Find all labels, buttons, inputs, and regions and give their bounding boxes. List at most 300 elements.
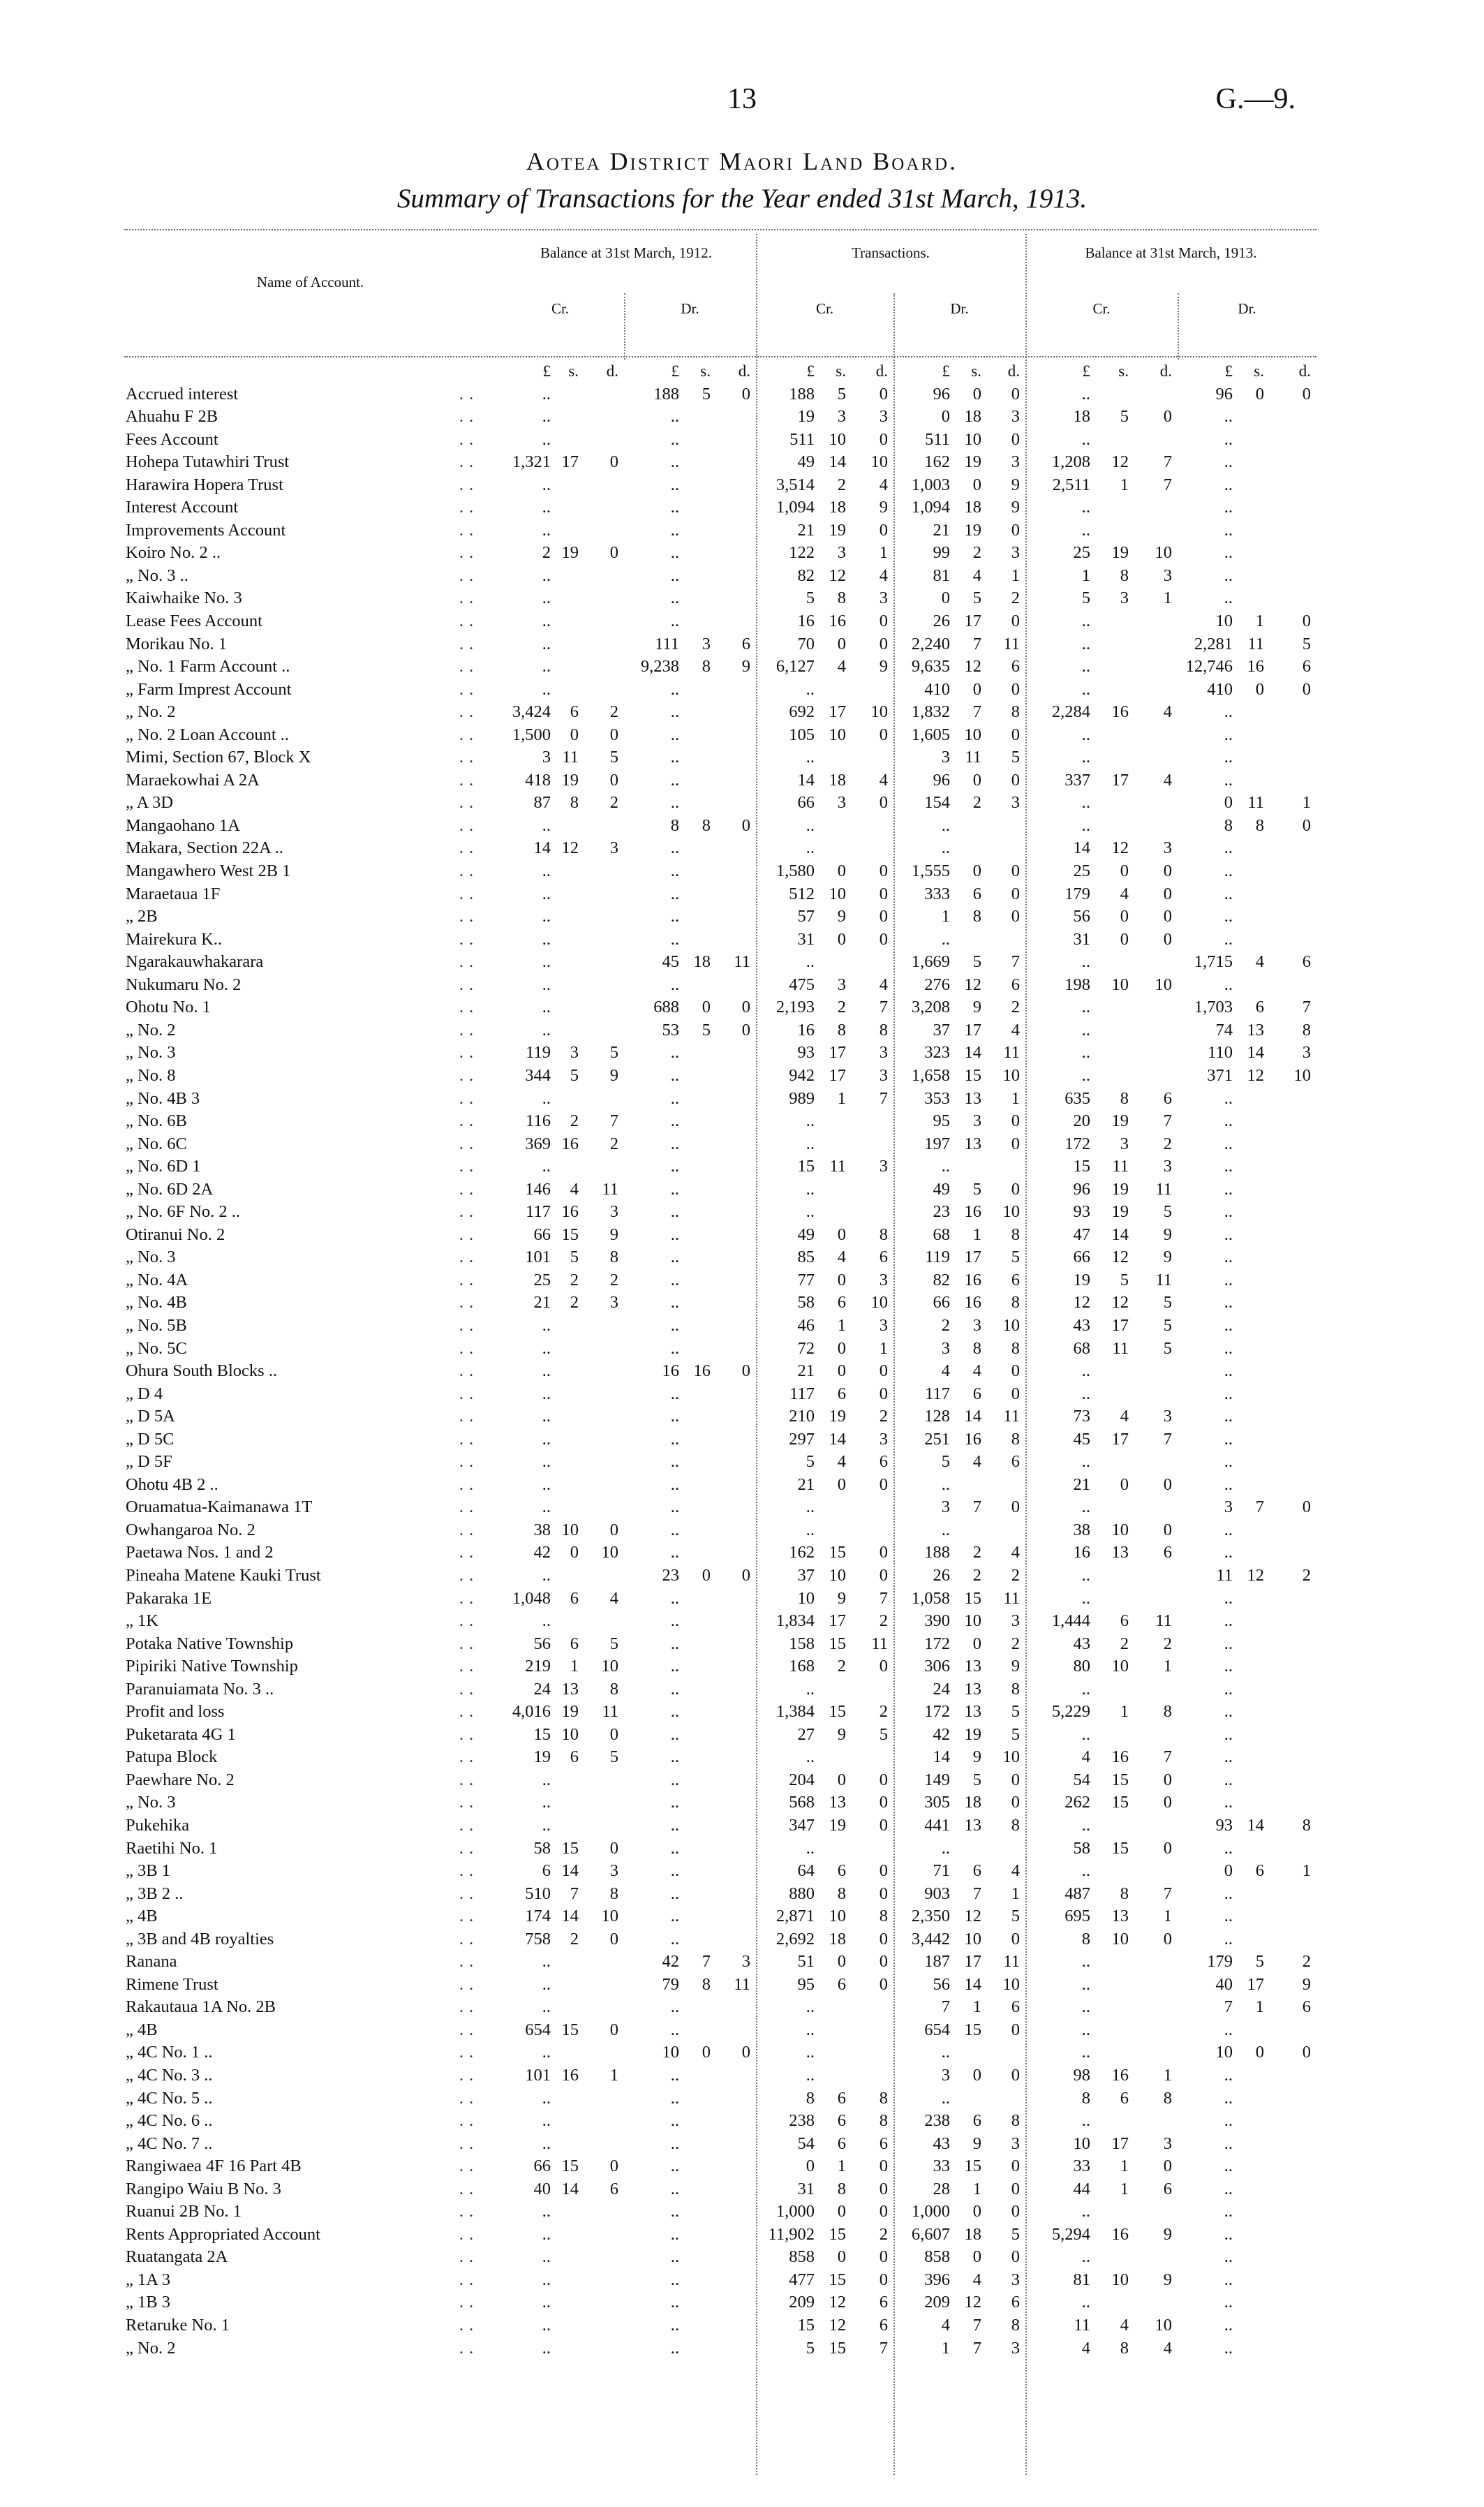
dr-transactions-shillings: 15: [964, 2157, 981, 2176]
cr-1912-shillings: 6: [570, 1747, 579, 1767]
dr-transactions-pounds: 49: [933, 1179, 950, 1199]
unit-pounds: £: [542, 362, 551, 380]
dr-1912-shillings: [681, 1088, 713, 1111]
dr-transactions-pence: 3: [1011, 2338, 1020, 2358]
dr-1912-pounds: ..: [670, 1338, 679, 1358]
unit-shillings: s.: [836, 362, 846, 380]
table-row: [124, 474, 1316, 497]
cr-1912-pounds: ..: [542, 589, 551, 608]
account-name: „ D 4: [126, 1384, 163, 1403]
table-row: [124, 1565, 1316, 1588]
dr-transactions-pence: 0: [1011, 884, 1020, 903]
account-name: „ 4B: [126, 1907, 158, 1926]
cr-transactions-pence: 4: [879, 975, 888, 994]
cr-transactions-pounds: 1,384: [776, 1702, 815, 1722]
dr-1912-shillings: [681, 1746, 713, 1769]
cr-1912-pounds: 369: [525, 1134, 551, 1153]
cr-1913-pence: 2: [1163, 1634, 1172, 1653]
cr-1912-pence: [581, 474, 624, 497]
dr-1912-pounds: 53: [662, 1020, 679, 1040]
dr-transactions-shillings: 12: [964, 2293, 981, 2312]
cr-transactions-shillings: 5: [837, 384, 846, 404]
dr-transactions-pounds: ..: [941, 1838, 950, 1858]
dr-1912-pounds: 23: [662, 1565, 679, 1585]
dr-1913-shillings: [1235, 2110, 1266, 2133]
table-row: [124, 1451, 1316, 1474]
dr-transactions-pence: 10: [1002, 1974, 1020, 1994]
dr-1912-pence: [713, 1338, 756, 1361]
dr-1913-shillings: [1235, 1746, 1266, 1769]
cr-transactions-shillings: 0: [837, 1770, 846, 1789]
dr-transactions-pounds: 903: [924, 1884, 950, 1903]
dr-1912-pence: [713, 1519, 756, 1542]
table-row: [124, 1428, 1316, 1451]
dr-1913-pence: [1266, 1224, 1316, 1247]
table-row: [124, 1814, 1316, 1837]
dr-1912-pence: 0: [741, 1020, 750, 1040]
dr-1913-pence: [1266, 1178, 1316, 1201]
dr-1912-pence: [713, 474, 756, 497]
dr-1912-pounds: ..: [670, 1088, 679, 1108]
dr-1912-pounds: ..: [670, 589, 679, 608]
dr-1912-pounds: 188: [653, 384, 679, 404]
dr-transactions-shillings: 6: [972, 884, 981, 903]
ledger-table: [124, 360, 1316, 2360]
dr-1913-pounds: 110: [1208, 1043, 1233, 1063]
cr-1912-shillings: 15: [561, 2020, 579, 2039]
dr-1912-pence: [713, 1065, 756, 1088]
cr-transactions-pounds: 5: [806, 589, 815, 608]
cr-1913-shillings: 12: [1111, 1293, 1129, 1312]
cr-1913-shillings: 0: [1120, 929, 1129, 949]
cr-1912-shillings: [553, 1315, 581, 1338]
cr-1913-shillings: 3: [1120, 1134, 1129, 1153]
dr-transactions-shillings: 0: [972, 2247, 981, 2267]
dr-1913-pounds: ..: [1224, 748, 1233, 767]
table-row: [124, 860, 1316, 883]
dr-transactions-shillings: 2: [972, 1543, 981, 1562]
cr-1912-pounds: 38: [533, 1520, 551, 1539]
cr-1912-shillings: [553, 1610, 581, 1633]
leader-dots: ..: [459, 565, 480, 585]
dr-1912-pence: [713, 1292, 756, 1315]
cr-1913-shillings: 13: [1111, 1543, 1129, 1562]
cr-1913-shillings: [1092, 1565, 1131, 1588]
dr-1913-shillings: [1235, 1791, 1266, 1814]
dr-transactions-pounds: 71: [933, 1861, 950, 1881]
cr-1913-pence: 5: [1163, 1293, 1172, 1312]
cr-transactions-shillings: 10: [829, 1565, 846, 1585]
cr-1913-pounds: 172: [1064, 1134, 1090, 1153]
cr-1912-shillings: 10: [561, 1520, 579, 1539]
table-row: [124, 1519, 1316, 1542]
dr-1912-pounds: ..: [670, 2224, 679, 2244]
cr-transactions-shillings: 15: [829, 1543, 846, 1562]
leader-dots: ..: [459, 407, 480, 427]
cr-1912-shillings: [553, 1996, 581, 2019]
leader-dots: ..: [459, 1043, 480, 1063]
dr-transactions-pounds: 95: [933, 1111, 950, 1131]
cr-transactions-pence: [848, 1746, 893, 1769]
cr-1912-shillings: 19: [561, 543, 579, 563]
dr-1913-shillings: [1235, 1451, 1266, 1474]
cr-1912-pence: 3: [609, 1861, 618, 1881]
dr-1913-pence: [1266, 1678, 1316, 1701]
cr-1913-shillings: 10: [1111, 1520, 1129, 1539]
cr-transactions-shillings: 10: [829, 725, 846, 744]
dr-1912-pence: 0: [741, 1361, 750, 1381]
cr-transactions-pence: [848, 1178, 893, 1201]
cr-1913-pence: [1131, 1383, 1178, 1406]
dr-transactions-pence: 0: [1011, 2020, 1020, 2039]
dr-1912-pence: [713, 1155, 756, 1178]
dr-transactions-pence: 2: [1011, 1634, 1020, 1653]
cr-transactions-shillings: [817, 1110, 848, 1133]
dr-1913-shillings: 1: [1255, 612, 1264, 631]
cr-1912-pounds: ..: [542, 1020, 551, 1040]
cr-1912-pounds: ..: [542, 565, 551, 585]
cr-1913-pounds: ..: [1081, 1816, 1090, 1835]
cr-1912-shillings: [553, 2041, 581, 2064]
cr-1912-pounds: ..: [542, 2111, 551, 2131]
cr-transactions-pounds: 2,871: [776, 1907, 815, 1926]
cr-1912-pence: 8: [609, 1248, 618, 1267]
unit-shillings: s.: [568, 362, 579, 380]
dr-1912-shillings: [681, 1224, 713, 1247]
dr-transactions-pence: 5: [1011, 748, 1020, 767]
cr-1913-shillings: [1092, 2291, 1131, 2314]
dr-1913-shillings: 7: [1255, 1497, 1264, 1517]
dr-1912-pounds: ..: [670, 1588, 679, 1608]
account-name: Ruanui 2B No. 1: [126, 2202, 242, 2221]
account-name: „ A 3D: [126, 793, 174, 813]
account-name: Pakaraka 1E: [126, 1588, 212, 1608]
dr-transactions-pounds: 276: [924, 975, 950, 994]
cr-transactions-pence: [848, 746, 893, 769]
cr-transactions-pounds: 21: [797, 1361, 815, 1381]
cr-1913-pounds: 25: [1073, 861, 1090, 881]
dr-1912-pence: [713, 2291, 756, 2314]
dr-1912-pounds: ..: [670, 702, 679, 722]
cr-transactions-pence: 7: [879, 1088, 888, 1108]
cr-transactions-shillings: 3: [837, 407, 846, 427]
dr-transactions-shillings: 4: [972, 1361, 981, 1381]
cr-transactions-pounds: 942: [789, 1065, 815, 1085]
cr-1912-pounds: ..: [542, 407, 551, 427]
cr-transactions-pounds: 14: [797, 770, 815, 790]
cr-1912-pence: [581, 519, 624, 542]
cr-1913-shillings: [1092, 2246, 1131, 2269]
dr-1912-pounds: ..: [670, 838, 679, 858]
dr-1913-pence: 1: [1302, 1861, 1311, 1881]
dr-1913-pounds: ..: [1224, 2020, 1233, 2039]
dr-1913-pence: [1266, 1746, 1316, 1769]
dr-1913-shillings: 6: [1255, 1861, 1264, 1881]
dr-1913-pence: 10: [1293, 1065, 1311, 1085]
dr-1912-shillings: [681, 929, 713, 952]
cr-1913-pence: [1131, 1814, 1178, 1837]
dr-1912-pounds: ..: [670, 2202, 679, 2221]
dr-transactions-shillings: 5: [972, 589, 981, 608]
leader-dots: ..: [459, 589, 480, 608]
cr-transactions-shillings: 0: [837, 1225, 846, 1244]
cr-transactions-pounds: 21: [797, 1474, 815, 1494]
cr-1913-pence: [1131, 1496, 1178, 1519]
cr-1913-shillings: [1092, 724, 1131, 747]
cr-transactions-pence: 3: [879, 1065, 888, 1085]
cr-1913-shillings: [1092, 746, 1131, 769]
cr-transactions-shillings: [817, 1178, 848, 1201]
cr-1912-pence: [581, 2269, 624, 2292]
cr-1912-pence: [581, 2246, 624, 2269]
dr-1912-pounds: ..: [670, 1702, 679, 1722]
dr-1912-pounds: ..: [670, 2179, 679, 2198]
dr-1912-pence: [713, 701, 756, 724]
cr-transactions-pounds: 11,902: [768, 2224, 815, 2244]
cr-1912-pence: [581, 1338, 624, 1361]
account-name: „ D 5A: [126, 1407, 175, 1426]
dr-transactions-pounds: 28: [933, 2179, 950, 2198]
dr-1912-pounds: ..: [670, 2111, 679, 2131]
cr-transactions-pounds: 989: [789, 1088, 815, 1108]
leader-dots: ..: [459, 1657, 480, 1676]
cr-1912-pence: [581, 1974, 624, 1997]
dr-1912-pounds: ..: [670, 565, 679, 585]
cr-1913-shillings: 0: [1120, 1474, 1129, 1494]
cr-transactions-pounds: ..: [806, 748, 815, 767]
dr-1913-shillings: [1235, 1588, 1266, 1611]
cr-1913-pence: [1131, 1360, 1178, 1383]
account-name: „ No. 2: [126, 702, 176, 722]
account-name: „ 4C No. 7 ..: [126, 2133, 213, 2153]
dr-transactions-pounds: 1,058: [911, 1588, 950, 1608]
dr-1913-pounds: 7: [1224, 1997, 1233, 2017]
cr-1913-pence: 1: [1163, 2066, 1172, 2085]
cr-1913-pence: [1131, 996, 1178, 1019]
dr-1913-pence: [1266, 1837, 1316, 1861]
cr-1912-pounds: ..: [542, 1816, 551, 1835]
dr-transactions-shillings: [952, 929, 984, 952]
cr-1912-pence: [581, 1360, 624, 1383]
cr-1912-shillings: 17: [561, 452, 579, 472]
cr-1912-shillings: [553, 1428, 581, 1451]
cr-1912-pounds: 219: [525, 1657, 551, 1676]
table-row: [124, 905, 1316, 929]
cr-1913-pounds: ..: [1081, 1724, 1090, 1744]
cr-1913-pounds: ..: [1081, 1565, 1090, 1585]
cr-1913-shillings: 16: [1111, 1747, 1129, 1767]
account-name: Raetihi No. 1: [126, 1838, 218, 1858]
dr-1912-pounds: 42: [662, 1952, 679, 1972]
cr-1913-pounds: 73: [1073, 1407, 1090, 1426]
cr-1913-shillings: [1092, 610, 1131, 633]
dr-1912-pence: [713, 1269, 756, 1292]
dr-1913-shillings: [1235, 1678, 1266, 1701]
cr-1912-pounds: ..: [542, 998, 551, 1017]
dr-1913-shillings: [1235, 474, 1266, 497]
cr-1913-shillings: 4: [1120, 2316, 1129, 2335]
cr-1913-pounds: 20: [1073, 1111, 1090, 1131]
dr-1912-shillings: [681, 2224, 713, 2247]
account-name: Interest Account: [126, 498, 239, 517]
dr-1913-header: Dr.: [1238, 300, 1256, 317]
dr-transactions-shillings: 0: [972, 679, 981, 699]
dr-1913-shillings: [1235, 2064, 1266, 2087]
leader-dots: ..: [459, 1861, 480, 1881]
dr-transactions-pence: 9: [1011, 475, 1020, 494]
cr-transactions-pounds: 209: [789, 2293, 815, 2312]
cr-transactions-pounds: ..: [806, 952, 815, 972]
table-row: [124, 2178, 1316, 2201]
dr-1912-shillings: [681, 2269, 713, 2292]
unit-pence: d.: [606, 362, 618, 380]
cr-1913-pence: 6: [1163, 2179, 1172, 2198]
cr-1913-pence: [1131, 1588, 1178, 1611]
leader-dots: ..: [459, 1679, 480, 1699]
leader-dots: ..: [459, 1157, 480, 1176]
cr-transactions-pounds: ..: [806, 1997, 815, 2017]
table-row: [124, 2087, 1316, 2110]
cr-1912-pence: 0: [609, 543, 618, 563]
cr-transactions-pence: 0: [879, 2202, 888, 2221]
dr-1912-shillings: [681, 1519, 713, 1542]
cr-1913-pounds: ..: [1081, 952, 1090, 972]
cr-transactions-shillings: 11: [829, 1157, 846, 1176]
cr-1912-shillings: 2: [570, 1293, 579, 1312]
cr-transactions-shillings: 17: [829, 702, 846, 722]
cr-1913-shillings: [1092, 1042, 1131, 1065]
account-name: „ No. 6F No. 2 ..: [126, 1202, 241, 1222]
unit-shillings: s.: [1254, 362, 1264, 380]
account-name: Lease Fees Account: [126, 612, 262, 631]
dr-1913-shillings: [1235, 2155, 1266, 2178]
leader-dots: ..: [459, 384, 480, 404]
dr-1913-shillings: 4: [1255, 952, 1264, 972]
dr-1913-pence: [1266, 974, 1316, 997]
cr-transactions-pence: 1: [879, 1338, 888, 1358]
cr-1912-shillings: [553, 2291, 581, 2314]
cr-1913-shillings: [1092, 1360, 1131, 1383]
account-name: Rangipo Waiu B No. 3: [126, 2179, 281, 2198]
leader-dots: ..: [459, 520, 480, 540]
cr-transactions-shillings: [817, 1496, 848, 1519]
cr-transactions-shillings: [817, 1133, 848, 1156]
cr-1912-pounds: ..: [542, 2247, 551, 2267]
dr-1912-pence: [713, 837, 756, 860]
cr-transactions-pounds: 46: [797, 1315, 815, 1335]
dr-transactions-pounds: 6,607: [911, 2224, 950, 2244]
table-row: [124, 496, 1316, 519]
cr-1912-pence: [581, 2337, 624, 2360]
cr-transactions-pounds: 54: [797, 2133, 815, 2153]
dr-1913-shillings: [1235, 1383, 1266, 1406]
dr-1912-pounds: ..: [670, 770, 679, 790]
dr-1913-pence: [1266, 406, 1316, 429]
cr-1912-pounds: ..: [542, 861, 551, 881]
cr-transactions-pounds: 51: [797, 1952, 815, 1972]
cr-1913-shillings: [1092, 1451, 1131, 1474]
cr-1912-pence: [581, 1428, 624, 1451]
cr-1913-pounds: ..: [1081, 657, 1090, 676]
cr-transactions-pence: 9: [879, 498, 888, 517]
table-row: [124, 406, 1316, 429]
dr-transactions-pence: 0: [1011, 2066, 1020, 2085]
cr-1913-pounds: ..: [1081, 793, 1090, 813]
cr-transactions-pounds: 692: [789, 702, 815, 722]
account-name: „ No. 2 Loan Account ..: [126, 725, 290, 744]
dr-1913-shillings: 5: [1255, 1952, 1264, 1972]
cr-transactions-shillings: 17: [829, 1043, 846, 1063]
dr-1913-shillings: 0: [1255, 384, 1264, 404]
dr-1913-pence: [1266, 1928, 1316, 1951]
dr-1913-shillings: 12: [1247, 1065, 1264, 1085]
cr-1913-pounds: 5,229: [1051, 1702, 1090, 1722]
leader-dots: ..: [459, 2043, 480, 2062]
cr-1913-pence: [1131, 1019, 1178, 1042]
cr-1913-pounds: 25: [1073, 543, 1090, 563]
dr-1913-pence: [1266, 565, 1316, 588]
dr-transactions-pence: 1: [1011, 1884, 1020, 1903]
dr-transactions-shillings: [952, 1474, 984, 1497]
cr-1913-pence: 0: [1163, 861, 1172, 881]
dr-1913-pence: [1266, 1405, 1316, 1428]
cr-1912-shillings: [553, 1405, 581, 1428]
cr-1912-shillings: [553, 633, 581, 656]
cr-1913-shillings: 16: [1111, 2066, 1129, 2085]
dr-1912-shillings: [681, 883, 713, 906]
cr-1912-shillings: [553, 1496, 581, 1519]
dr-1913-pence: 3: [1302, 1043, 1311, 1063]
cr-1913-shillings: [1092, 1019, 1131, 1042]
account-name: „ Farm Imprest Account: [126, 679, 292, 699]
account-name: „ No. 4B 3: [126, 1088, 200, 1108]
dr-transactions-shillings: 3: [972, 1111, 981, 1131]
cr-1912-pence: [581, 815, 624, 838]
cr-1912-pence: [581, 679, 624, 702]
cr-1913-pence: [1131, 951, 1178, 974]
dr-1912-pence: [713, 929, 756, 952]
dr-1913-pence: 6: [1302, 952, 1311, 972]
cr-transactions-pounds: 5: [806, 2338, 815, 2358]
cr-transactions-shillings: 15: [829, 2224, 846, 2244]
dr-1912-pence: [713, 519, 756, 542]
dr-1912-shillings: [681, 519, 713, 542]
cr-1913-shillings: [1092, 815, 1131, 838]
cr-1913-pounds: 43: [1073, 1315, 1090, 1335]
table-row: [124, 1746, 1316, 1769]
leader-dots: ..: [459, 1611, 480, 1631]
leader-dots: ..: [459, 1747, 480, 1767]
cr-1912-pence: [581, 1019, 624, 1042]
dr-transactions-pounds: 1,000: [911, 2202, 950, 2221]
dr-1912-pence: [713, 1724, 756, 1747]
cr-1913-pounds: 635: [1064, 1088, 1090, 1108]
leader-dots: ..: [459, 838, 480, 858]
cr-transactions-pounds: 158: [789, 1634, 815, 1653]
cr-1913-pounds: ..: [1081, 2111, 1090, 2131]
cr-transactions-shillings: [817, 1746, 848, 1769]
dr-transactions-pounds: 305: [924, 1793, 950, 1812]
cr-1912-pounds: ..: [542, 1157, 551, 1176]
leader-dots: ..: [459, 2088, 480, 2108]
dr-1913-pence: 0: [1302, 2043, 1311, 2062]
dr-transactions-shillings: 7: [972, 1497, 981, 1517]
dr-1912-shillings: 0: [702, 1565, 711, 1585]
dr-1912-shillings: [681, 1315, 713, 1338]
cr-1913-pence: 4: [1163, 2338, 1172, 2358]
table-row: [124, 2201, 1316, 2224]
cr-1912-pounds: 21: [533, 1293, 551, 1312]
